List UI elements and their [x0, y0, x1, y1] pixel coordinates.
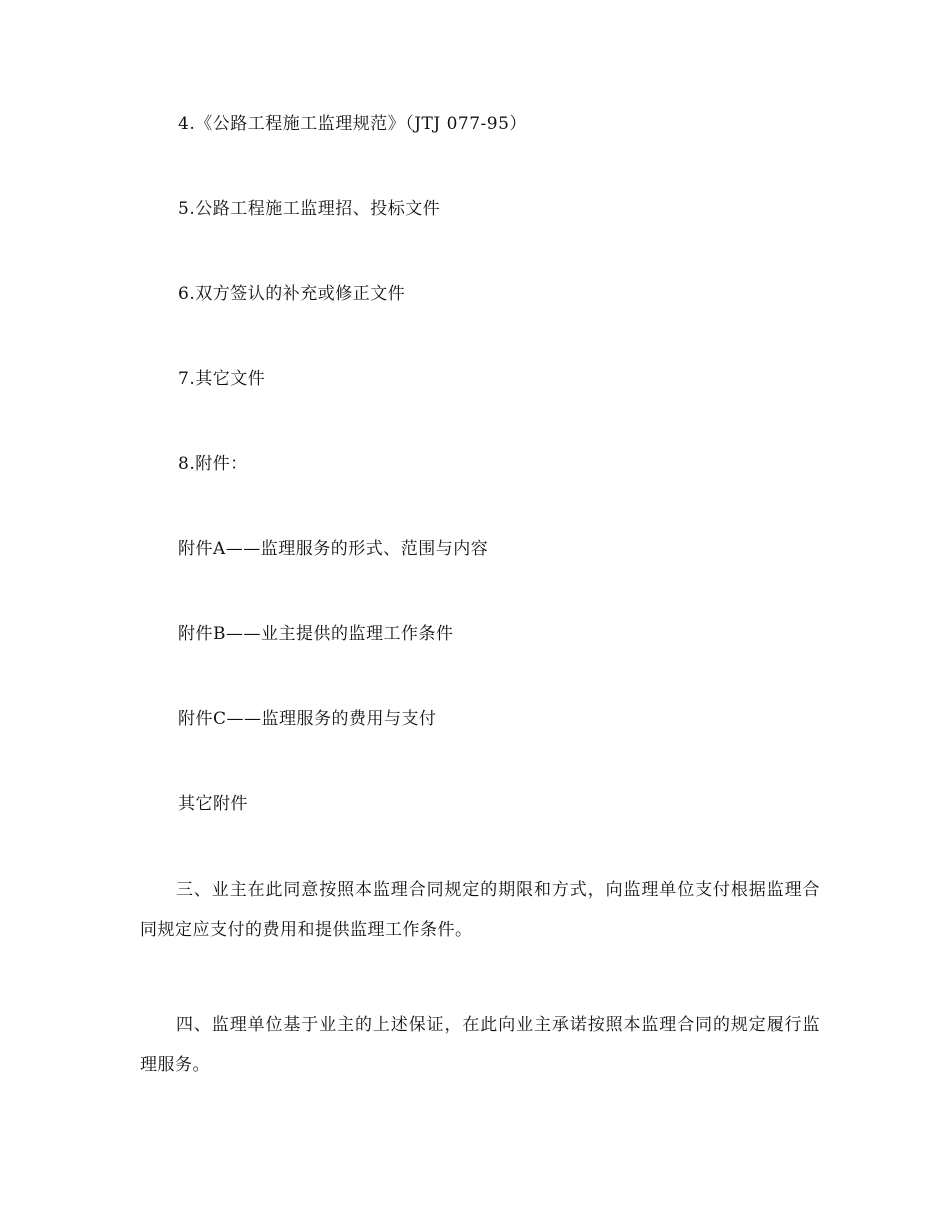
attachment-other: 其它附件: [178, 794, 248, 814]
list-item-bidding-docs: 5.公路工程施工监理招、投标文件: [178, 199, 441, 219]
list-item-regulation: 4.《公路工程施工监理规范》（JTJ 077-95）: [178, 114, 527, 134]
list-item-other-docs: 7.其它文件: [178, 369, 266, 389]
list-item-attachments: 8.附件：: [178, 454, 248, 474]
paragraph-owner-commitment: 三、业主在此同意按照本监理合同规定的期限和方式，向监理单位支付根据监理合同规定应支付的费用和提供监理工作条件。: [140, 880, 820, 940]
list-item-supplementary-docs: 6.双方签认的补充或修正文件: [178, 284, 406, 304]
attachment-b: 附件B——业主提供的监理工作条件: [178, 624, 454, 644]
attachment-c: 附件C——监理服务的费用与支付: [178, 709, 437, 729]
paragraph-supervisor-commitment: 四、监理单位基于业主的上述保证，在此向业主承诺按照本监理合同的规定履行监理服务。: [140, 1015, 820, 1075]
attachment-a: 附件A——监理服务的形式、范围与内容: [178, 539, 489, 559]
